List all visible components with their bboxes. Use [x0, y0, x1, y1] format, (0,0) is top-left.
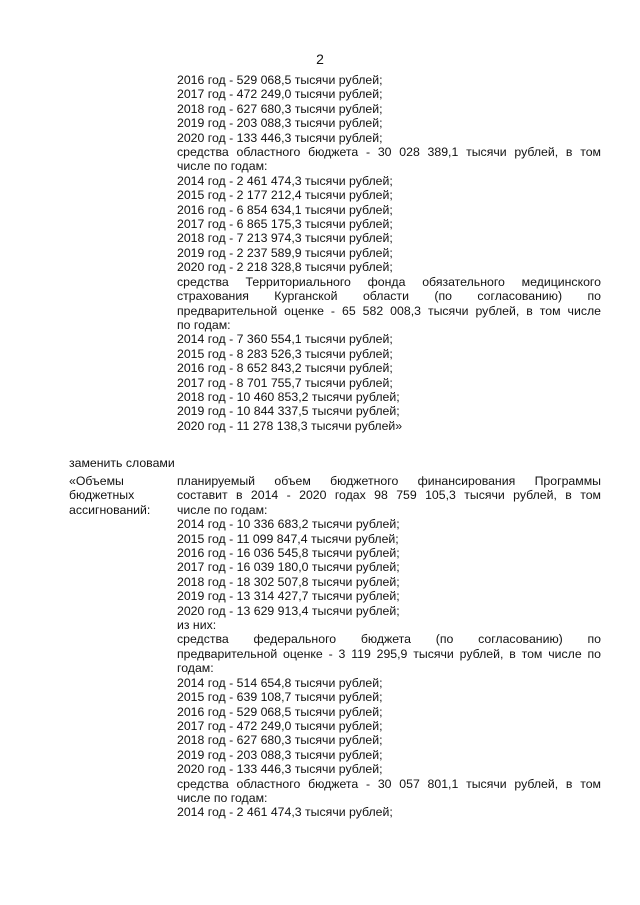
text-line: годам: [177, 661, 214, 676]
text-line: 2020 год - 133 446,3 тысячи рублей; [177, 762, 383, 777]
text-line: 2014 год - 2 461 474,3 тысячи рублей; [177, 173, 393, 188]
text-line: 2020 год - 13 629 913,4 тысячи рублей; [177, 603, 400, 618]
text-line: 2014 год - 514 654,8 тысячи рублей; [177, 675, 383, 690]
text-line: 2016 год - 6 854 634,1 тысячи рублей; [177, 202, 393, 217]
replace-with-words-label: заменить словами [69, 456, 175, 470]
text-line: 2020 год - 2 218 328,8 тысячи рублей; [177, 260, 393, 275]
page-number: 2 [316, 51, 324, 67]
text-line: 2014 год - 10 336 683,2 тысячи рублей; [177, 517, 400, 532]
text-line: средства областного бюджета - 30 057 801,1 тысячи рублей, в том [177, 776, 601, 791]
label-line: бюджетных [69, 488, 135, 503]
text-line: 2016 год - 8 652 843,2 тысячи рублей; [177, 361, 393, 376]
text-line: 2018 год - 18 302 507,8 тысячи рублей; [177, 574, 400, 589]
text-line: числе по годам: [177, 790, 268, 805]
text-line: планируемый объем бюджетного финансирования Программы [177, 474, 601, 488]
text-line: 2019 год - 203 088,3 тысячи рублей; [177, 116, 383, 131]
text-line: 2016 год - 529 068,5 тысячи рублей; [177, 704, 383, 719]
text-line: 2018 год - 10 460 853,2 тысячи рублей; [177, 389, 400, 404]
funding-block-old [177, 73, 601, 433]
funding-block-new [177, 474, 601, 820]
text-line: по годам: [177, 317, 231, 332]
text-line: 2017 год - 472 249,0 тысячи рублей; [177, 718, 383, 733]
text-line: 2019 год - 2 237 589,9 тысячи рублей; [177, 245, 393, 260]
text-line: 2015 год - 639 108,7 тысячи рублей; [177, 690, 383, 705]
text-line: 2015 год - 11 099 847,4 тысячи рублей; [177, 531, 399, 546]
text-line: 2019 год - 13 314 427,7 тысячи рублей; [177, 589, 400, 604]
text-line: 2017 год - 8 701 755,7 тысячи рублей; [177, 375, 393, 390]
text-line: 2017 год - 472 249,0 тысячи рублей; [177, 87, 383, 102]
text-line: 2020 год - 11 278 138,3 тысячи рублей» [177, 418, 403, 433]
text-line: 2017 год - 16 039 180,0 тысячи рублей; [177, 560, 400, 575]
text-line: 2018 год - 7 213 974,3 тысячи рублей; [177, 231, 393, 246]
text-line: 2020 год - 133 446,3 тысячи рублей; [177, 130, 383, 145]
text-line: 2016 год - 529 068,5 тысячи рублей; [177, 73, 383, 87]
text-line: 2016 год - 16 036 545,8 тысячи рублей; [177, 546, 400, 561]
text-line: 2015 год - 2 177 212,4 тысячи рублей; [177, 188, 393, 203]
text-line: 2014 год - 2 461 474,3 тысячи рублей; [177, 805, 393, 820]
text-line: составит в 2014 - 2020 годах 98 759 105,3 тысячи рублей, в том [177, 488, 601, 503]
text-line: 2018 год - 627 680,3 тысячи рублей; [177, 733, 383, 748]
text-line: 2019 год - 203 088,3 тысячи рублей; [177, 747, 383, 762]
text-line: числе по годам: [177, 502, 268, 517]
text-line: средства федерального бюджета (по согласованию) по [177, 632, 601, 647]
text-line: из них: [177, 618, 217, 633]
text-line: страхования Курганской области (по согласованию) по [177, 289, 601, 304]
label-line: ассигнований: [69, 502, 151, 517]
text-line: 2015 год - 8 283 526,3 тысячи рублей; [177, 346, 393, 361]
label-line: «Объемы [69, 474, 124, 488]
text-line: 2019 год - 10 844 337,5 тысячи рублей; [177, 404, 400, 419]
text-line: 2018 год - 627 680,3 тысячи рублей; [177, 101, 383, 116]
text-line: предварительной оценке - 3 119 295,9 тысячи рублей, в том числе по [177, 646, 601, 661]
text-line: предварительной оценке - 65 582 008,3 тысячи рублей, в том числе [177, 303, 601, 318]
text-line: числе по годам: [177, 159, 268, 174]
text-line: 2017 год - 6 865 175,3 тысячи рублей; [177, 217, 393, 232]
text-line: 2014 год - 7 360 554,1 тысячи рублей; [177, 332, 393, 347]
text-line: средства областного бюджета - 30 028 389,1 тысячи рублей, в том [177, 145, 601, 160]
budget-allocations-label [69, 474, 150, 517]
text-line: средства Территориального фонда обязательного медицинского [177, 274, 601, 289]
